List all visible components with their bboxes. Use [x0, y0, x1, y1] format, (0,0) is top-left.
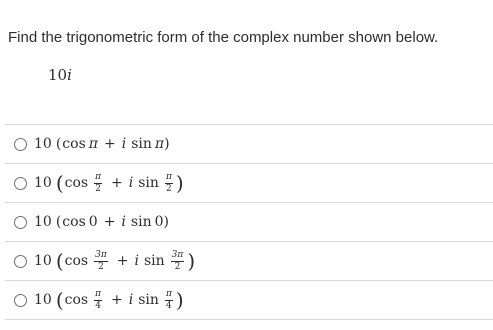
option-expression [34, 290, 184, 311]
fraction-numerator: π [95, 171, 102, 182]
option-expression [34, 251, 195, 272]
open-paren: ( [55, 288, 64, 312]
option-expression [34, 136, 170, 152]
imaginary-unit: i [128, 175, 134, 191]
fraction-numerator: π [165, 171, 172, 182]
answer-option-1[interactable] [5, 124, 493, 163]
open-paren: ( [55, 171, 64, 195]
radio-button-icon[interactable] [14, 177, 27, 190]
imaginary-unit: i [134, 253, 139, 269]
option-coefficient: 10 [34, 292, 52, 308]
option-coefficient: 10 [34, 253, 52, 269]
fraction-denominator: 2 [174, 261, 181, 272]
answer-option-2[interactable] [5, 163, 493, 202]
answer-option-3[interactable] [5, 202, 493, 241]
sin-argument: π [154, 136, 165, 152]
plus-sign: + [111, 175, 123, 191]
cos-argument: π [88, 136, 98, 152]
cos-function: cos [64, 292, 89, 308]
fraction-denominator: 4 [95, 300, 101, 311]
fraction-numerator: π [165, 288, 172, 299]
answer-option-4[interactable] [5, 241, 493, 280]
answer-option-5[interactable] [5, 280, 493, 320]
option-expression [34, 173, 184, 194]
question-prompt: Find the trigonometric form of the complex number shown below. [8, 29, 439, 46]
cos-argument-fraction [94, 173, 102, 194]
close-paren: ) [187, 249, 196, 273]
fraction-numerator: 3π [171, 249, 184, 260]
fraction-numerator: 3π [95, 249, 107, 260]
sin-argument-fraction [171, 251, 185, 272]
imaginary-unit: i [121, 136, 127, 152]
fraction-denominator: 4 [166, 300, 172, 311]
radio-button-icon[interactable] [14, 255, 27, 268]
cos-function: cos [64, 175, 89, 191]
open-paren: ( [55, 136, 62, 152]
fraction-denominator: 2 [95, 183, 101, 194]
plus-sign: + [116, 253, 129, 269]
imaginary-unit: i [128, 292, 134, 308]
fraction-denominator: 2 [166, 183, 172, 194]
open-paren: ( [55, 214, 62, 230]
sin-argument-fraction [165, 173, 173, 194]
fraction-denominator: 2 [98, 261, 104, 272]
cos-argument-fraction [94, 290, 102, 311]
sin-function: sin [130, 214, 152, 230]
fraction-numerator: π [95, 288, 102, 299]
plus-sign: + [103, 136, 116, 152]
option-coefficient: 10 [34, 214, 52, 230]
imaginary-unit: i [121, 214, 126, 230]
cos-function: cos [62, 214, 86, 230]
plus-sign: + [103, 214, 116, 230]
given-coefficient: 10 [48, 66, 68, 84]
option-coefficient: 10 [34, 175, 52, 191]
sin-function: sin [138, 175, 159, 191]
cos-argument: 0 [88, 214, 98, 230]
close-paren: ) [175, 288, 184, 312]
option-coefficient: 10 [34, 136, 52, 152]
option-expression [34, 214, 169, 230]
radio-button-icon[interactable] [14, 216, 27, 229]
sin-argument-fraction [165, 290, 173, 311]
close-paren: ) [163, 214, 169, 230]
cos-argument-fraction [94, 251, 108, 272]
answer-options [5, 124, 493, 320]
cos-function: cos [64, 253, 89, 269]
sin-function: sin [131, 136, 152, 152]
radio-button-icon[interactable] [14, 138, 27, 151]
close-paren: ) [175, 171, 184, 195]
sin-argument: 0 [154, 214, 164, 230]
open-paren: ( [55, 249, 64, 273]
sin-function: sin [138, 292, 159, 308]
cos-function: cos [62, 136, 86, 152]
sin-function: sin [143, 253, 165, 269]
plus-sign: + [111, 292, 123, 308]
radio-button-icon[interactable] [14, 294, 27, 307]
close-paren: ) [164, 136, 170, 152]
given-complex-number [48, 66, 72, 84]
given-imaginary-unit: i [67, 66, 72, 84]
